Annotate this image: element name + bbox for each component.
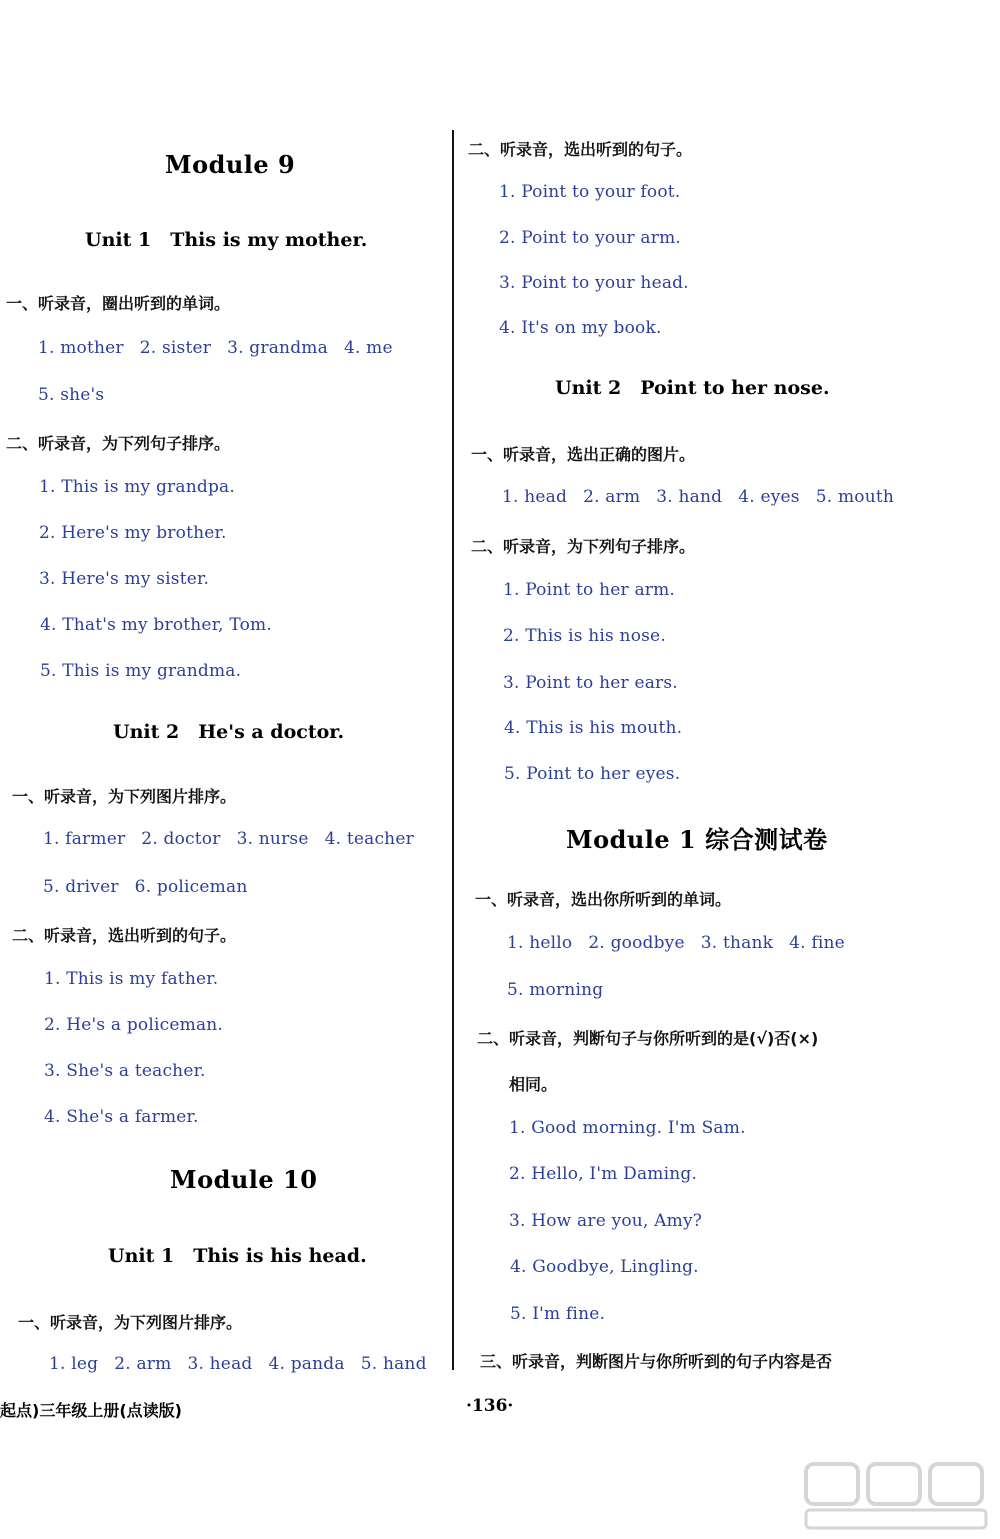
m9u2-q2-item-2: 2. He's a policeman. [44,1015,224,1035]
answer-item: 5. mouth [815,487,895,507]
m10u2-question-2: 二、听录音，为下列句子排序。 [471,537,696,556]
answer-item: 3. hand [656,487,723,507]
m10u1-q1-answers-line1 [49,1354,427,1374]
answer-item: 2. arm [583,487,641,507]
m9u1-question-2: 二、听录音，为下列句子排序。 [6,434,231,453]
answer-item: 1. head [502,487,568,507]
test-q2-item-2: 2. Hello, I'm Daming. [509,1164,698,1184]
m10u2-q2-item-2: 2. This is his nose. [503,626,666,646]
answer-item: 3. head [187,1354,253,1374]
m10u1-question-2: 二、听录音，选出听到的句子。 [468,140,693,159]
test-q2-item-5: 5. I'm fine. [510,1304,606,1324]
answer-item: 2. goodbye [588,933,685,953]
m9u1-q2-item-5: 5. This is my grandma. [40,661,242,681]
answer-item: 5. driver [43,877,119,897]
m9u1-q1-answers-line1 [38,338,409,358]
answer-item: 2. arm [114,1354,172,1374]
column-divider [452,130,454,1370]
m10u2-q2-item-5: 5. Point to her eyes. [504,764,681,784]
page-number: ·136· [466,1396,514,1416]
answer-item: 3. grandma [227,338,328,358]
test-question-3: 三、听录音，判断图片与你所听到的句子内容是否 [480,1352,833,1371]
m9u2-question-1: 一、听录音，为下列图片排序。 [12,787,237,806]
answer-item: 6. policeman [134,877,248,897]
answer-item: 1. leg [49,1354,99,1374]
m9u1-q2-item-2: 2. Here's my brother. [39,523,227,543]
answer-item: 4. eyes [738,487,800,507]
m9u2-q1-answers-line2 [43,877,263,897]
m10u1-q2-item-1: 1. Point to your foot. [499,182,681,202]
module-9-title: Module 9 [165,150,296,179]
test-question-2: 二、听录音，判断句子与你所听到的是(√)否(×) [477,1029,819,1048]
test-q1-answers-line2: 5. morning [507,980,604,1000]
answer-item: 4. panda [268,1354,345,1374]
answer-item: 1. hello [507,933,573,953]
answer-item: 3. thank [700,933,774,953]
watermark-logo-icon [802,1458,992,1532]
answer-item: 4. me [343,338,393,358]
answer-item: 4. fine [789,933,845,953]
m9u1-q2-item-4: 4. That's my brother, Tom. [40,615,272,635]
m9u1-question-1: 一、听录音，圈出听到的单词。 [6,294,231,313]
module-1-test-title: Module 1 综合测试卷 [566,825,828,854]
m9-unit1-title: Unit 1 This is my mother. [85,229,368,251]
m10u1-q2-item-2: 2. Point to your arm. [499,228,682,248]
answer-item: 2. sister [139,338,212,358]
m9u2-q1-answers-line1 [43,829,430,849]
m10u2-q2-item-1: 1. Point to her arm. [503,580,676,600]
answer-item: 2. doctor [141,829,221,849]
test-q2-item-3: 3. How are you, Amy? [509,1211,703,1231]
m9-unit2-title: Unit 2 He's a doctor. [113,721,345,743]
m9u1-q2-item-1: 1. This is my grandpa. [39,477,235,497]
answer-item: 5. hand [360,1354,427,1374]
answer-item: 1. farmer [43,829,126,849]
m9u1-q2-item-3: 3. Here's my sister. [39,569,210,589]
answer-item: 3. nurse [236,829,309,849]
m10u1-q2-item-4: 4. It's on my book. [499,318,662,338]
m10u1-question-1: 一、听录音，为下列图片排序。 [18,1313,243,1332]
test-q2-item-4: 4. Goodbye, Lingling. [510,1257,699,1277]
test-q1-answers-line1 [507,933,861,953]
m10u1-q2-item-3: 3. Point to your head. [499,273,689,293]
m9u2-q2-item-4: 4. She's a farmer. [44,1107,199,1127]
m10u2-q2-item-3: 3. Point to her ears. [503,673,678,693]
m9u2-q2-item-1: 1. This is my father. [44,969,219,989]
m10-unit1-title: Unit 1 This is his head. [108,1245,367,1267]
m10u2-question-1: 一、听录音，选出正确的图片。 [471,445,696,464]
m9u2-question-2: 二、听录音，选出听到的句子。 [12,926,237,945]
test-question-1: 一、听录音，选出你所听到的单词。 [475,890,732,909]
m9u1-q1-answers-line2: 5. she's [38,385,105,405]
answer-item: 4. teacher [324,829,414,849]
m9u2-q2-item-3: 3. She's a teacher. [44,1061,206,1081]
module-10-title: Module 10 [170,1165,318,1194]
m10u2-q1-answers-line1 [502,487,894,507]
test-question-2-continued: 相同。 [509,1075,558,1094]
book-title-footer: 起点)三年级上册(点读版) [0,1401,182,1420]
answer-item: 1. mother [38,338,124,358]
m10u2-q2-item-4: 4. This is his mouth. [504,718,683,738]
test-q2-item-1: 1. Good morning. I'm Sam. [509,1118,746,1138]
m10-unit2-title: Unit 2 Point to her nose. [555,377,830,399]
